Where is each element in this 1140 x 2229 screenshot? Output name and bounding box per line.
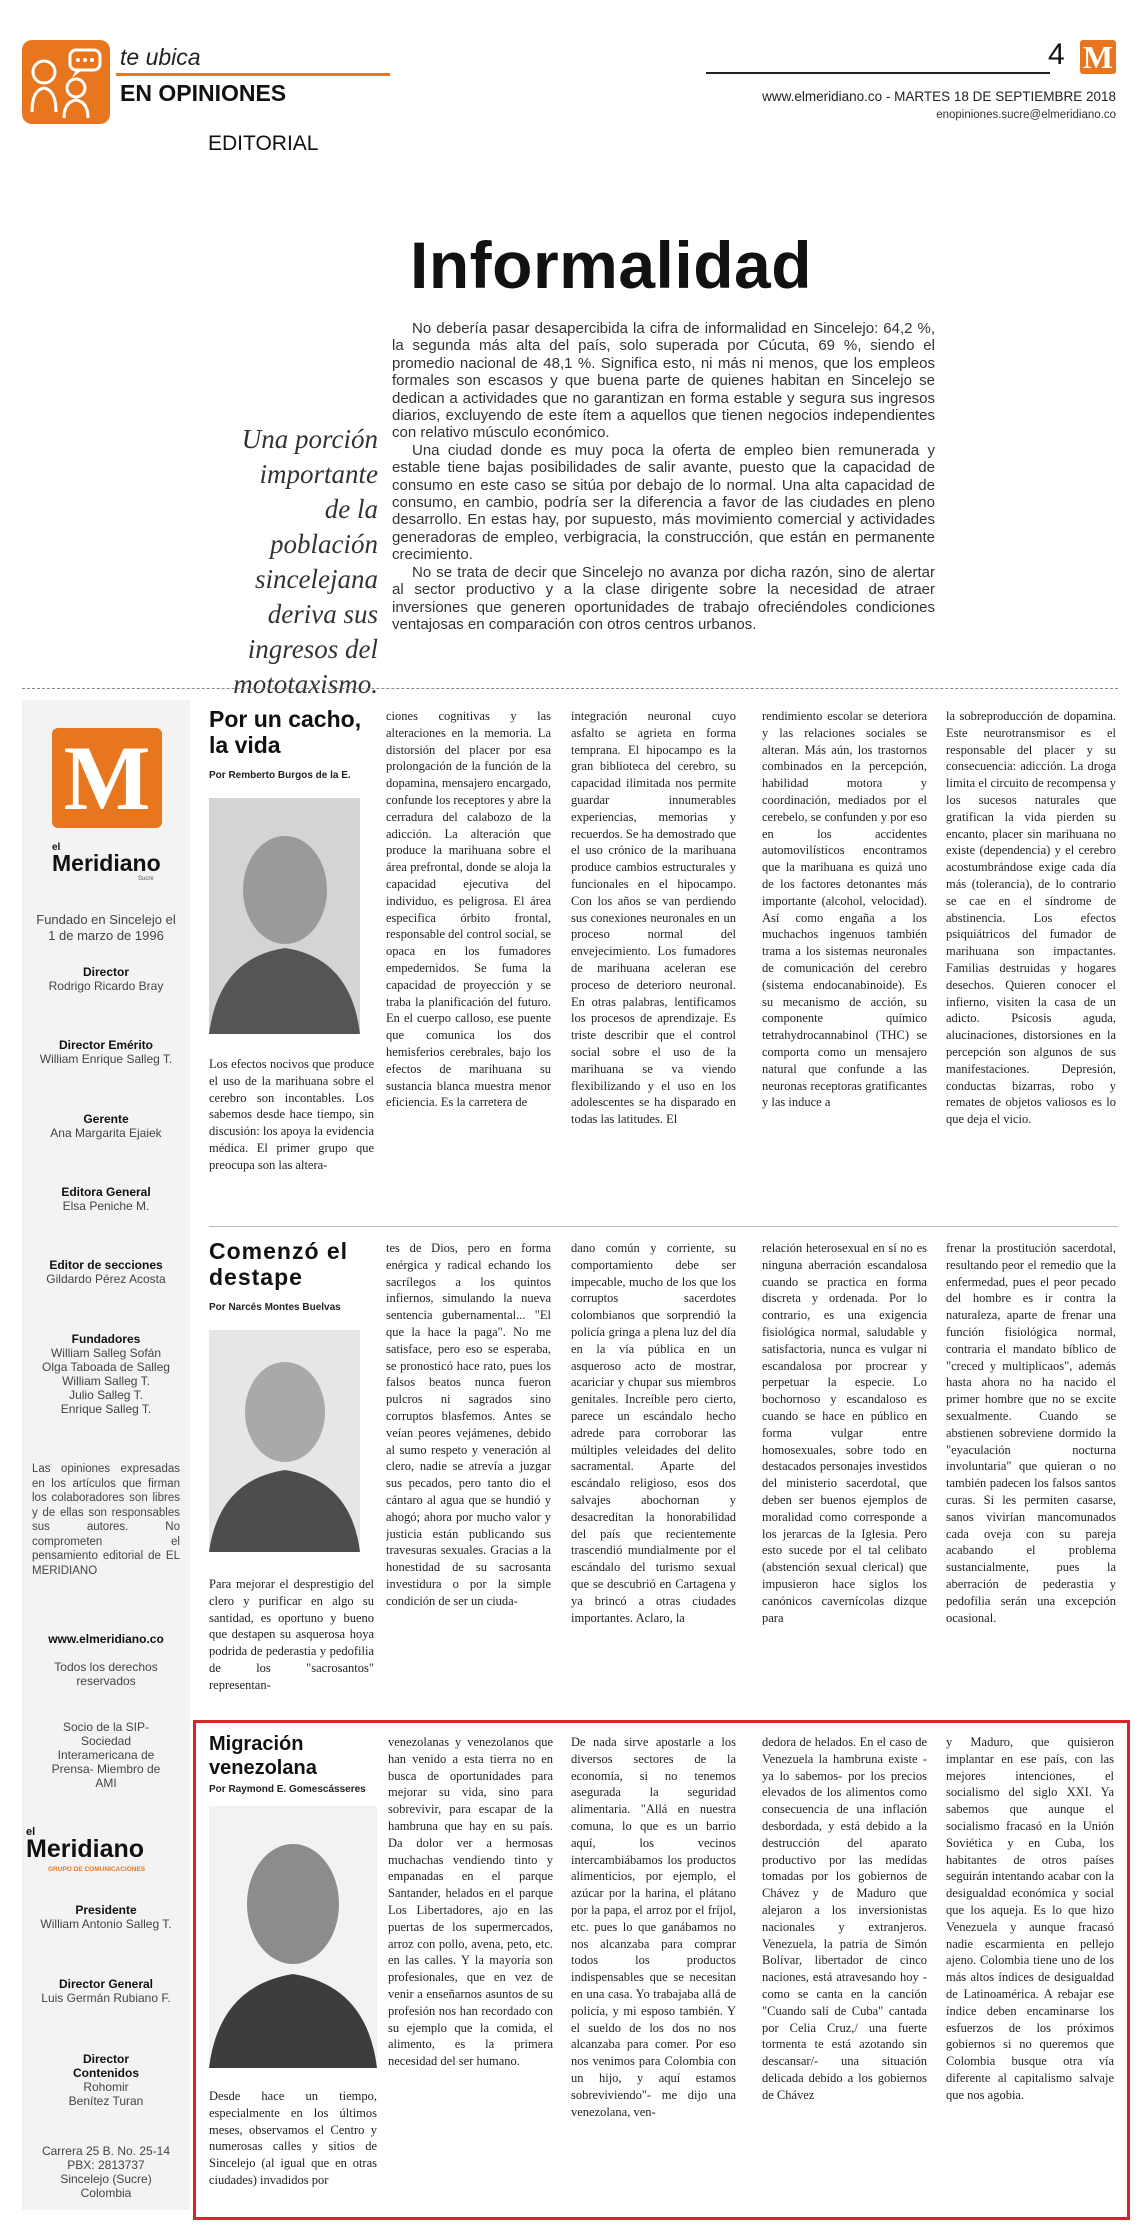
- staff-fundadores: [22, 1332, 190, 1416]
- article-column: ciones cognitivas y las alteraciones en la memoria. La distorsión del placer por esa prolongación de la función de la dopamina, mensajero encargado, confunde los receptores y abre la cerradura del calabozo de la adicción. La alteración que produce la marihuana sobre el área prefrontal, donde se aloja la capacidad ejecutiva del individuo, es peligrosa. El área especifica órbito frontal, responsable del control social, se opaca en los fumadores empedernidos. Se fuma la capacidad de proyección y se traba la planificación del futuro. En el cuerpo calloso, ese puente que comunica los dos hemisferios cerebrales, bajo los efectos de marihuana su sustancia blanca muestra menor eficiencia. Es la carretera de: [386, 709, 551, 1110]
- article-column: y Maduro, que quisieron implantar en ese país, con las mejores intenciones, el socialismo del siglo XXI. Ya sabemos que aunque el socialismo fracasó en la Unión Soviética y en Cuba, los habitantes de otros países seguirán intentando acabar con la desigualdad económica y social que los aqueja. Es lo que hizo Venezuela y aunque fracasó nadie escarmienta en pellejo ajeno. Colombia tiene uno de los más altos índices de desigualdad de Latinoamérica. A rebajar ese índice deben encaminarse los esfuerzos de los próximos gobiernos si no queremos que Colombia busque otra vía diferente al capitalismo salvaje que nos agobia.: [946, 1735, 1114, 2102]
- role-name: Enrique Salleg T.: [60, 1402, 152, 1416]
- article-column: relación heterosexual en sí no es ninguna aberración escandalosa cuando se practica en forma discreta y ordenada. Por lo contrario, es una exigencia fisiológica normal, saludable y satisfactoria, nunca es vulgar ni escandalosa por procrear y perpetuar la especie. Lo bochornoso y escandaloso es cuando se hace en público en forma vulgar entre homosexuales, sobre todo en destacados personajes investidos del ministerio sacerdotal, que deben ser buenos ejemplos de moralidad como corresponde a los jerarcas de la Iglesia. Pero esto sucede por el tal celibato (abstención sexual clerical) que impusieron hace siglos los canónicos cavernícolas dizque para: [762, 1241, 927, 1625]
- article-column: Para mejorar el desprestigio del clero y purificar en algo su santidad, es oportuno y bueno que destapen su asquerosa hoya podrida de pederastia y pedofilia de los "sacrosantos" representan-: [209, 1577, 374, 1692]
- staff-director-emerito: [22, 1038, 190, 1066]
- role-name: Luis Germán Rubiano F.: [41, 1991, 171, 2005]
- article-column: dedora de helados. En el caso de Venezuela la hambruna existe -ya lo sabemos- por los precios elevados de los alimentos como consecuencia de una inflación desbordada, y está debido a la destrucción del aparato productivo por las medidas tomadas por los gobiernos de Chávez y de Maduro que alejaron a los inversionistas nacionales y extranjeros. Venezuela, la patria de Simón Bolívar, libertador de cinco naciones, está atravesando hoy -como se canta en la canción "Cuando salí de Cuba" cantada por Celia Cruz,/ una fuerte tormenta te está azotando sin descansar/- una situación delicada debido a los gobiernos de Chávez: [762, 1735, 927, 2102]
- role-title: Editora General: [61, 1185, 151, 1199]
- address-block: [22, 2144, 190, 2200]
- role-title: Director Contenidos: [73, 2052, 139, 2080]
- brand-el: el: [52, 842, 61, 853]
- article-column: frenar la prostitución sacerdotal, resultando peor el remedio que la enfermedad, pues el peor pecado del hombre es ir contra la naturaleza, aparte de frenar una función fisiológica normal, contraria el mandato bíblico de "creced y multiplicaos", además hasta ahora no ha nacido el primer hombre que no se excite sexualmente. Cuando se abstienen sobreviene dormido la "eyaculación nocturna involuntaria" que quieran o no también padecen los falsos santos curas. Si les permiten casarse, sanos vivirían mancomunados cada oveja con su pareja acabando el problema sustancialmente, pues la aberración de pederastia y pedofilia serán una excepción ocasional.: [946, 1241, 1116, 1625]
- portrait-icon: [209, 1806, 377, 2068]
- brand-sub: Sucre: [138, 876, 154, 882]
- portrait-icon: [209, 798, 360, 1034]
- role-title: Director General: [58, 1977, 154, 1991]
- article-title: Por un cacho, la vida: [209, 706, 362, 758]
- staff-gerente: [22, 1112, 190, 1140]
- role-title: Gerente: [83, 1112, 129, 1126]
- role-name: Ana Margarita Ejaiek: [50, 1126, 162, 1140]
- header-rule: [706, 72, 1050, 74]
- group-el: el: [26, 1826, 36, 1838]
- role-name: Olga Taboada de Salleg: [42, 1360, 170, 1374]
- opinions-icon: [22, 40, 110, 124]
- article-column: venezolanas y venezolanos que han venido a esta tierra no en busca de oportunidades para mejorar su vida, sino para sobrevivir, para escapar de la hambruna que hay en su país. Da dolor ver a hermosas muchachas vendiendo tinto y empanadas en el parque Santander, helados en el parque Los Libertadores, ajo en las puertas de los supermercados, arroz con pollo, avena, peto, etc. en las calles. Y la mayoría son profesionales, que en vez de venir a enseñarnos asuntos de su profesión nos han recordado con su ejemplo que la comida, el alimento, es la primera necesidad del ser humano.: [388, 1735, 553, 2069]
- contact-email[interactable]: enopiniones.sucre@elmeridiano.co: [936, 109, 1116, 121]
- article-column: Los efectos nocivos que produce el uso de la marihuana sobre el cerebro son incontables. Los sabemos desde hace tiempo, sin discusión: los apoya la evidencia médica. El primer grupo que preocupa son las altera-: [209, 1057, 374, 1172]
- role-title: Director Emérito: [58, 1038, 154, 1052]
- section-name: EN OPINIONES: [120, 80, 287, 106]
- article-title: Migración venezolana: [209, 1733, 317, 1779]
- subsection-name: EDITORIAL: [208, 132, 319, 155]
- author-photo: [209, 1806, 377, 2068]
- article-byline: Por Narcés Montes Buelvas: [209, 1302, 341, 1313]
- group-name: Meridiano: [26, 1835, 145, 1863]
- address-line: PBX: 2813737: [67, 2158, 145, 2172]
- role-title: Fundadores: [71, 1332, 141, 1346]
- pullquote: Una porción importante de la población sincelejana deriva sus ingresos del mototaxismo.: [233, 424, 378, 699]
- role-name: Julio Salleg T.: [69, 1388, 143, 1402]
- brand-logo: M: [1080, 40, 1116, 74]
- address-line: Colombia: [80, 2186, 132, 2200]
- role-name: Gildardo Pérez Acosta: [46, 1272, 166, 1286]
- editorial-title: Informalidad: [410, 228, 813, 302]
- orange-rule: [116, 73, 390, 76]
- address-line: Carrera 25 B. No. 25-14: [41, 2144, 171, 2158]
- article-divider: [209, 1226, 1118, 1227]
- page-number: 4: [1048, 38, 1065, 71]
- founded-note: Fundado en Sincelejo el 1 de marzo de 1996: [36, 912, 176, 943]
- role-title: Presidente: [75, 1903, 137, 1917]
- staff-editora: [22, 1185, 190, 1213]
- role-name: Elsa Peniche M.: [62, 1199, 150, 1213]
- editorial-paragraph: Una ciudad donde es muy poca la oferta de empleo bien remunerada y estable tiene bajas posibilidades de salir avante, puesto que la capacidad de consumo en este caso se sitúa por debajo de lo normal. Una alta capacidad de consumo, en cambio, podría ser la diferencia a favor de las ciudades en pleno desarrollo. En estas hay, por supuesto, más movimiento comercial y actividades generadoras de empleo, verbigracia, la construcción, que están en permanente crecimiento.: [392, 441, 935, 564]
- address-line: Sincelejo (Sucre): [60, 2172, 152, 2186]
- editorial-paragraph: No se trata de decir que Sincelejo no avanza por dicha razón, sino de alertar al sector productivo y a la clase dirigente sobre la necesidad de atraer inversiones que generen oportunidades de trabajo ofreciéndoles condiciones ventajosas en comparación con otros centros urbanos.: [392, 563, 935, 633]
- meridiano-logo: M: [52, 728, 162, 828]
- role-name: Rohomir Benítez Turan: [68, 2080, 144, 2108]
- role-title: Director: [82, 965, 129, 979]
- staff-director-contenidos: [22, 2052, 190, 2108]
- editorial-paragraph: No debería pasar desapercibida la cifra de informalidad en Sincelejo: 64,2 %, la segunda más alta del país, solo superada por Cúcuta, 69 %, siendo el promedio nacional de 48,1 %. Significa esto, ni más ni menos, que los empleos formales son escasos y que buena parte de quienes habitan en Sincelejo se dedican a actividades que no garantizan en forma estable y segura sus ingresos diarios, excluyendo de este ítem a aquellos que tienen negocios independientes con relativo músculo económico.: [392, 320, 935, 442]
- rights-note: Todos los derechos reservados: [54, 1660, 158, 1688]
- staff-director: [22, 965, 190, 993]
- staff-presidente: [22, 1903, 190, 1931]
- role-name: William Enrique Salleg T.: [39, 1052, 173, 1066]
- editorial-body: [392, 320, 935, 633]
- author-photo: [209, 798, 360, 1034]
- section-tag: te ubica: [120, 44, 201, 70]
- masthead-sidebar: [22, 700, 190, 2210]
- role-name: William Salleg Sofán: [50, 1346, 162, 1360]
- article-column: tes de Dios, pero en forma enérgica y radical echando los sacrílegos a los quintos infiernos, simulando la nueva sentencia gubernamental... "El que la hace la paga". No me satisface, pero eso se esperaba, se pronosticó hace rato, pues los falsos beatos nunca fueron pulcros ni sagrados sino corruptos blasfemos. Antes se veían peores vejámenes, debido al sumo respeto y veneración al clero, nadie se atrevía a juzgar sus pecados, pero tanto dio el cántaro al agua que se hundió y ahogó; ahora por mucho valor y justicia están publicando sus travesuras sexuales. Gracias a la honestidad de su sacrosanta investidura o por la simple condición de ser un ciuda-: [386, 1241, 551, 1608]
- role-name: William Salleg T.: [62, 1374, 150, 1388]
- portrait-icon: [209, 1330, 360, 1552]
- editorial-divider: [22, 688, 1118, 690]
- article-column: Desde hace un tiempo, especialmente en los últimos meses, observamos el Centro y numerosas calles y sitios de Sincelejo (al igual que en otras ciudades) invadidos por: [209, 2089, 377, 2187]
- brand-name: Meridiano: [52, 850, 161, 876]
- role-name: Rodrigo Ricardo Bray: [48, 979, 164, 993]
- author-photo: [209, 1330, 360, 1552]
- sip-note: Socio de la SIP- Sociedad Interamericana de Prensa- Miembro de AMI: [51, 1720, 161, 1790]
- article-column: la sobreproducción de dopamina. Este neurotransmisor es el responsable del placer y su consecuencia: adicción. La droga limita el circuito de recompensa y los sucesos naturales que gratifican la vida pierden su encanto, placer sin marihuana no existe (dependencia) y el cerebro acostumbrándose exige cada día más (tolerancia), de lo contrario se cae en el síndrome de abstinencia. Los efectos psiquiátricos del fumador de marihuana son impactantes. Familias destruidas y hogares desechos. Quieren conocer el infierno, visiten la casa de un adicto. Psicosis aguda, alucinaciones, distorsiones en la percepción son algunos de sus manifestaciones. Depresión, conductas bizarras, robo y remates de objetos valiosos es lo que deja el vicio.: [946, 709, 1116, 1127]
- role-name: William Antonio Salleg T.: [40, 1917, 172, 1931]
- article-column: rendimiento escolar se deteriora y las relaciones sociales se alteran. Más aún, los trastornos combinados en la percepción, habilidad motora y coordinación, mediados por el cerebelo, se confunden y por eso en los accidentes automovilísticos encontramos que la marihuana es quizá uno de los factores detonantes más importante (alcohol, velocidad). Así como engaña a los muchachos ingenuos también trama a los sistemas neuronales de comunicación del cerebro (sistema endocanabinoide). Es su mecanismo de acción, su componente químico tetrahydrocannabinol (THC) se comporta como un mensajero natural que confunde a las neuronas receptoras gratificantes y las induce a: [762, 709, 927, 1110]
- article-title: Comenzó el destape: [209, 1238, 349, 1290]
- article-column: integración neuronal cuyo asfalto se agrieta en forma temprana. El hipocampo es la gran biblioteca del cerebro, su capacidad ilimitada nos permite guardar innumerables experiencias, memorias y recuerdos. Se ha demostrado que el uso crónico de la marihuana produce cambios estructurales y funcionales en el hipocampo. Con los años se van perdiendo sus conexiones neuronales en un proceso normal del envejecimiento. Los fumadores de marihuana aceleran ese proceso de deterioro neuronal. En otras palabras, lentificamos los procesos de aprendizaje. Es triste describir que el control social sobre el uso de la marihuana se va viendo flexibilizando y el uso en los adolescentes se ha disparado en todas las latitudes. El: [571, 709, 736, 1127]
- role-title: Editor de secciones: [49, 1258, 163, 1272]
- site-date: www.elmeridiano.co - MARTES 18 DE SEPTIEMBRE 2018: [762, 89, 1116, 104]
- staff-director-general: [22, 1977, 190, 2005]
- disclaimer: Las opiniones expresadas en los artículos que firman los colaboradores son libres y de ellas son responsables sus autores. No comprometen el pensamiento editorial de EL MERIDIANO: [32, 1463, 180, 1577]
- article-column: De nada sirve apostarle a los diversos sectores de la economía, si no tenemos asegurada la seguridad alimentaria. "Allá en nuestra comuna, lo que es un barrio aquí, los vecinos intercambiábamos los productos alimenticios, por ejemplo, el azúcar por la harina, el plátano por la papa, el arroz por el fríjol, etc. pues lo que ganábamos no nos alcanzaba para comprar todos los productos indispensables que se necesitan en una casa. Yo trabajaba allá de policía, y mi esposo también. Y el sueldo de los dos no nos alcanzaba para comer. Por eso nos venimos para Colombia con un hijo, y aquí estamos sobreviviendo"- me dijo una venezolana, ven-: [571, 1735, 736, 2119]
- article-byline: Por Remberto Burgos de la E.: [209, 770, 351, 781]
- section-logo: [22, 40, 110, 124]
- staff-editor-secciones: [22, 1258, 190, 1286]
- article-byline: Por Raymond E. Gomescásseres: [209, 1784, 366, 1795]
- article-column: dano común y corriente, su comportamiento debe ser impecable, mucho de los que los corruptos sacerdotes colombianos que sorprendió la policía gringa a plena luz del día en la vía pública en un asqueroso acto de mostrar, acariciar y chupar sus miembros genitales. Increíble pero cierto, parece un escándalo hecho adrede para corroborar las múltiples veleidades del delito sacramental. Aparte del escándalo religioso, esos dos salvajes abochornan y desacreditan la honorabilidad del país que recientemente trascendió mundialmente por el escándalo del turismo sexual que se descubrió en Cartagena y ya brincó a otras ciudades importantes. Aclaro, la: [571, 1241, 736, 1625]
- website[interactable]: www.elmeridiano.co: [48, 1632, 164, 1646]
- group-sub: GRUPO DE COMUNICACIONES: [48, 1866, 146, 1873]
